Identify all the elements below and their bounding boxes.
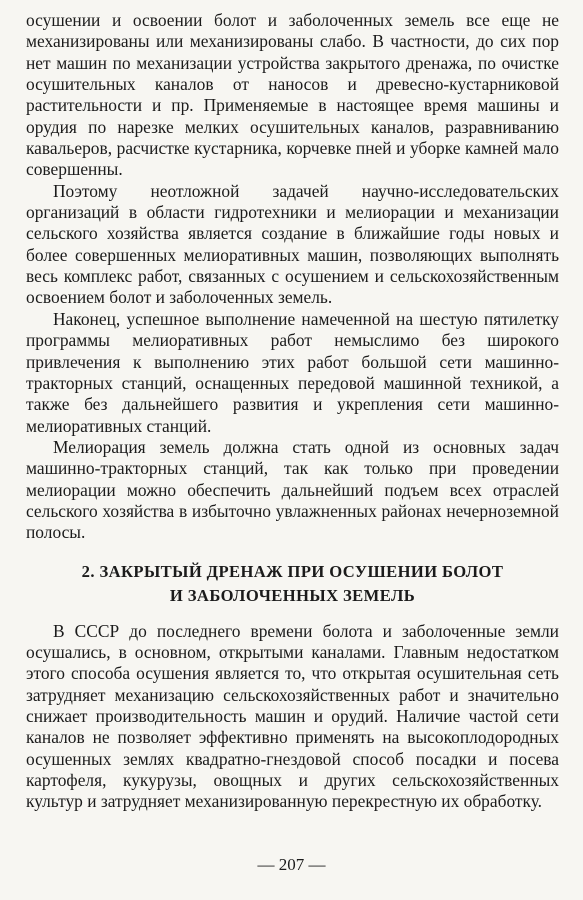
section-heading-line-2: И ЗАБОЛОЧЕННЫХ ЗЕМЕЛЬ xyxy=(169,585,416,605)
paragraph: Мелиорация земель должна стать одной из основных задач машинно-тракторных станций, так как только при проведении мелиорации можно обеспечить дальнейший подъем всех отраслей сельского хозяйства в избыточно увлажненных районах нечерноземной полосы. xyxy=(26,436,559,543)
page-text xyxy=(26,10,559,813)
paragraph: В СССР до последнего времени болота и заболоченные земли осушались, в основном, открытыми каналами. Главным недостатком этого способа осушения является то, что открытая осушительная сеть затрудняет механизацию сельскохозяйственных работ и значительно снижает производительность машин и орудий. Наличие частой сети каналов не позволяет эффективно применять на высокоплодородных осушенных землях квадратно-гнездовой способ посадки и посева картофеля, кукурузы, овощных и других сельскохозяйственных культур и затрудняет механизированную перекрестную их обработку. xyxy=(26,620,559,812)
paragraph: Поэтому неотложной задачей научно-исследовательских организаций в области гидротехники и мелиорации и механизации сельского хозяйства является создание в ближайшие годы новых и более совершенных мелиоративных машин, позволяющих выполнять весь комплекс работ, связанных с осушением и сельскохозяйственным освоением болот и заболоченных земель. xyxy=(26,180,559,308)
page-number: — 207 — xyxy=(257,855,326,874)
paragraph-continued: осушении и освоении болот и заболоченных земель все еще не механизированы или механизированы слабо. В частности, до сих пор нет машин по механизации устройства закрытого дренажа, по очистке осушительных каналов от наносов и древесно-кустарниковой растительности и пр. Применяемые в настоящее время машины и орудия по нарезке мелких осушительных каналов, разравниванию кавальеров, расчистке кустарника, корчевке пней и уборке камней мало совершенны. xyxy=(26,10,559,180)
paragraph: Наконец, успешное выполнение намеченной на шестую пятилетку программы мелиоративных работ немыслимо без широкого привлечения к выполнению этих работ большой сети машинно-тракторных станций, оснащенных передовой машинной техникой, а также без дальнейшего развития и укрепления сети машинно-мелиоративных станций. xyxy=(26,308,559,436)
section-heading xyxy=(26,560,559,608)
section-heading-line-1: 2. ЗАКРЫТЫЙ ДРЕНАЖ ПРИ ОСУШЕНИИ БОЛОТ xyxy=(81,561,504,581)
